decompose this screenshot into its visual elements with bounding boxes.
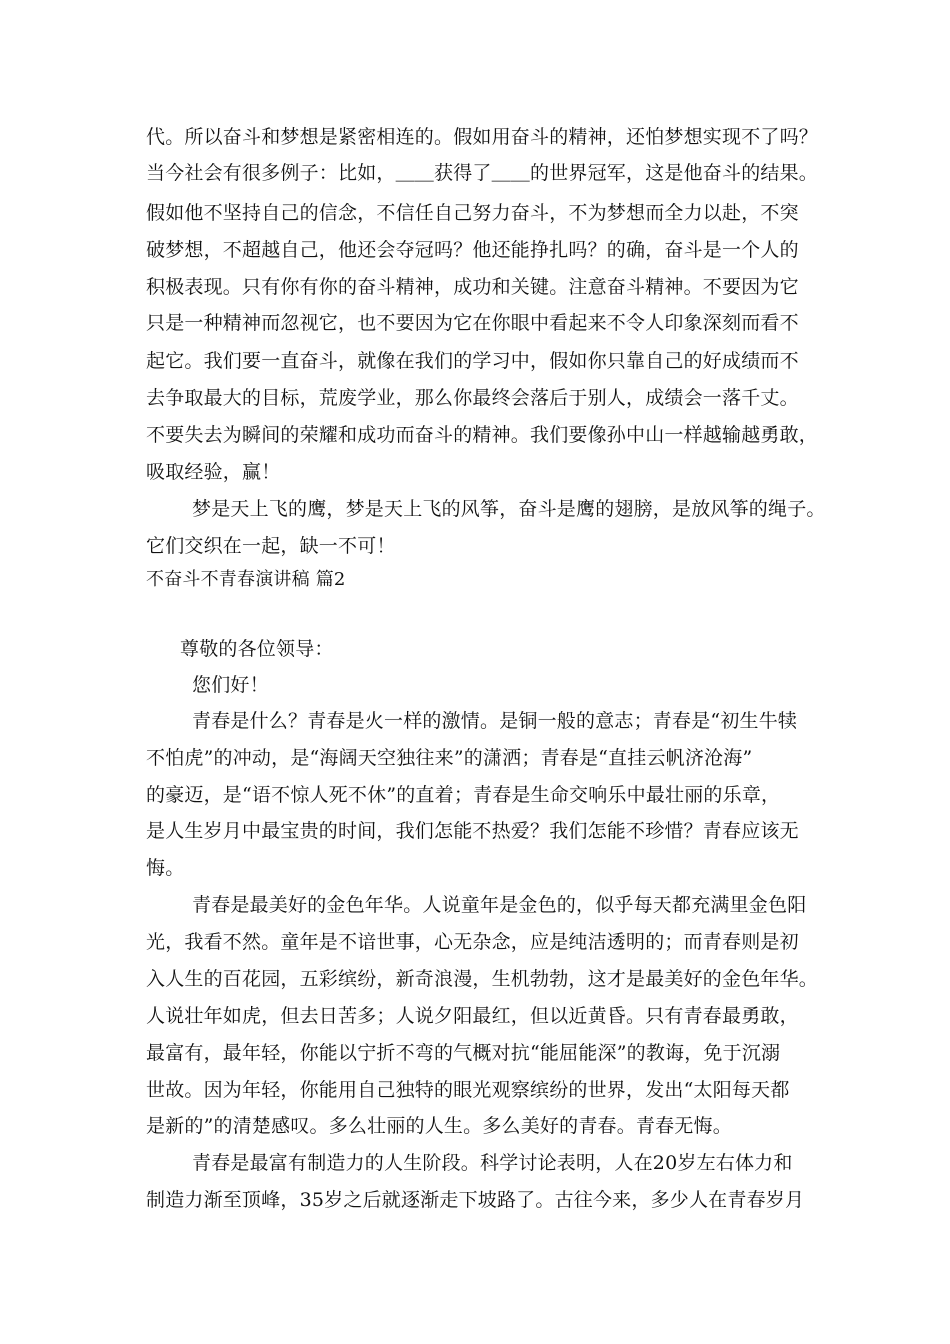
text-line: 最富有，最年轻，你能以宁折不弯的气概对抗“能屈能深”的教诲，免于沉溺 (146, 1042, 781, 1064)
text-line: 梦是天上飞的鹰，梦是天上飞的风筝，奋斗是鹰的翅膀，是放风筝的绳子。 (192, 498, 826, 520)
text-line: 光，我看不然。童年是不谙世事，心无杂念，应是纯洁透明的；而青春则是初 (146, 931, 799, 953)
text-line: 悔。 (146, 857, 185, 879)
text-line: 青春是最富有制造力的人生阶段。科学讨论表明，人在20岁左右体力和 (192, 1152, 793, 1174)
text-line: 积极表现。只有你有你的奋斗精神，成功和关键。注意奋斗精神。不要因为它 (146, 276, 799, 298)
text-line: 人说壮年如虎，但去日苦多；人说夕阳最红，但以近黄昏。只有青春最勇敢， (146, 1005, 799, 1027)
text-line: 代。所以奋斗和梦想是紧密相连的。假如用奋斗的精神，还怕梦想实现不了吗？ (146, 126, 819, 148)
text-line: 只是一种精神而忽视它，也不要因为它在你眼中看起来不令人印象深刻而看不 (146, 312, 799, 334)
text-line: 世故。因为年轻，你能用自己独特的眼光观察缤纷的世界，发出“太阳每天都 (146, 1079, 790, 1101)
text-line: 破梦想，不超越自己，他还会夺冠吗？他还能挣扎吗？的确，奋斗是一个人的 (146, 239, 799, 261)
text-line: 制造力渐至顶峰，35岁之后就逐渐走下坡路了。古往今来，多少人在青春岁月 (146, 1189, 805, 1211)
text-line: 入人生的百花园，五彩缤纷，新奇浪漫，生机勃勃，这才是最美好的金色年华。 (146, 968, 819, 990)
text-line: 它们交织在一起，缺一不可！ (146, 535, 396, 557)
text-line: 的豪迈，是“语不惊人死不休”的直着；青春是生命交响乐中最壮丽的乐章， (146, 784, 781, 806)
text-line: 假如他不坚持自己的信念，不信任自己努力奋斗，不为梦想而全力以赴，不突 (146, 202, 799, 224)
section-heading: 不奋斗不青春演讲稿 篇2 (146, 569, 346, 590)
salutation: 尊敬的各位领导： (180, 638, 334, 660)
text-line: 是人生岁月中最宝贵的时间，我们怎能不热爱？我们怎能不珍惜？青春应该无 (146, 820, 799, 842)
text-line: 当今社会有很多例子：比如，＿＿获得了＿＿的世界冠军，这是他奋斗的结果。 (146, 162, 819, 184)
text-line: 不怕虎”的冲动，是“海阔天空独往来”的潇洒；青春是“直挂云帆济沧海” (146, 747, 753, 769)
text-line: 吸取经验，赢！ (146, 461, 281, 483)
text-line: 青春是最美好的金色年华。人说童年是金色的，似乎每天都充满里金色阳 (192, 894, 807, 916)
text-line: 青春是什么？青春是火一样的激情。是铜一般的意志；青春是“初生牛犊 (192, 710, 798, 732)
text-line: 不要失去为瞬间的荣耀和成功而奋斗的精神。我们要像孙中山一样越输越勇敢， (146, 424, 819, 446)
greeting: 您们好！ (192, 674, 269, 696)
text-line: 是新的”的清楚感叹。多么壮丽的人生。多么美好的青春。青春无悔。 (146, 1115, 732, 1137)
text-line: 去争取最大的目标，荒废学业，那么你最终会落后于别人，成绩会一落千丈。 (146, 387, 799, 409)
text-line: 起它。我们要一直奋斗，就像在我们的学习中，假如你只靠自己的好成绩而不 (146, 350, 799, 372)
